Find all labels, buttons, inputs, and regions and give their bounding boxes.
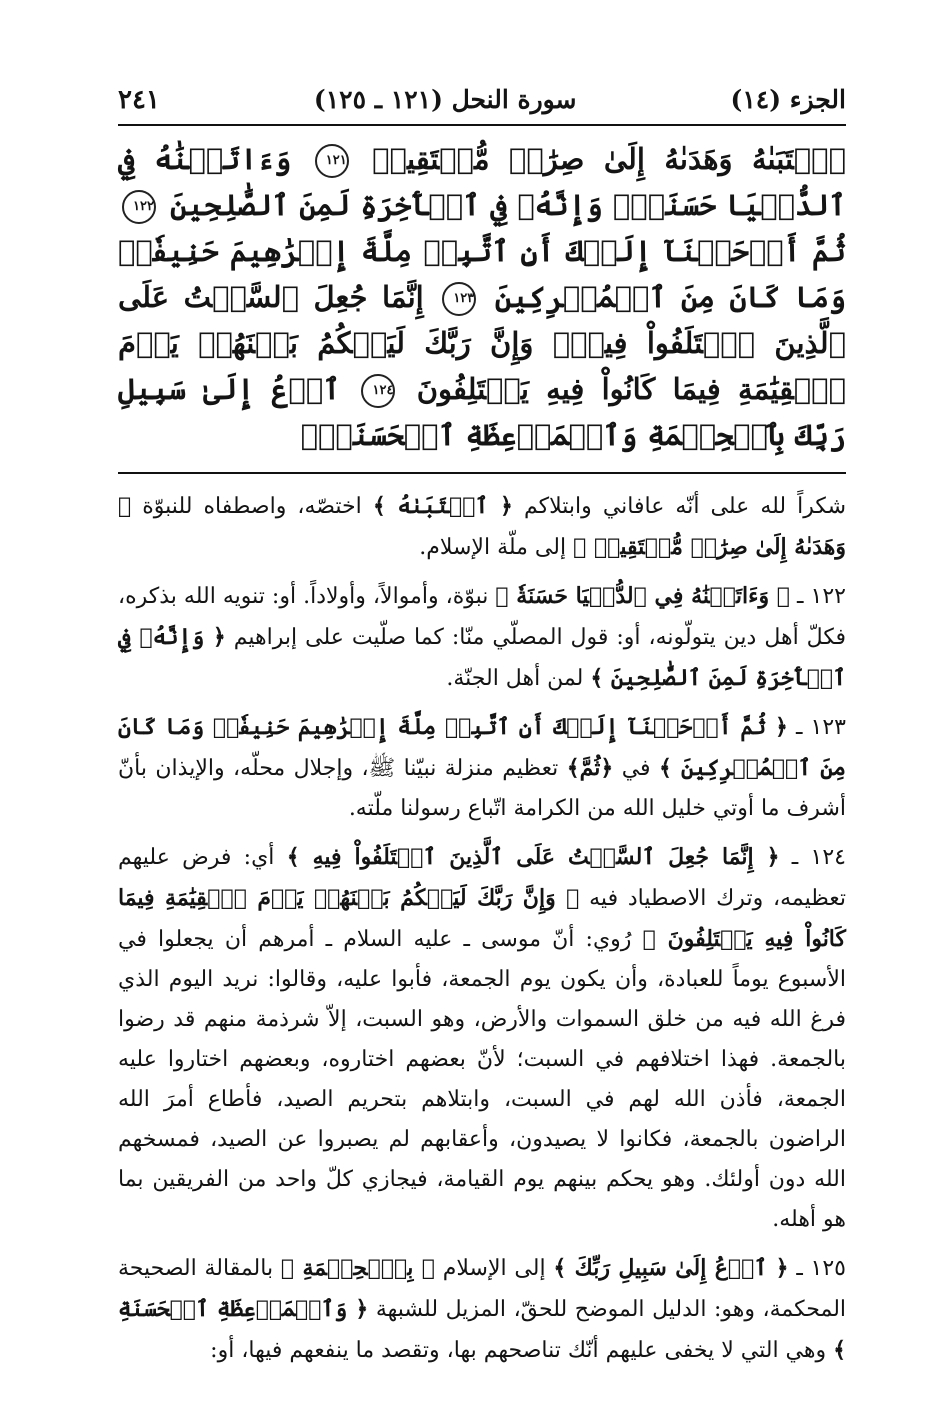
commentary-paragraph: [118, 1248, 846, 1371]
verse-number: ١٢٢ ـ: [797, 584, 846, 609]
quran-segment: ٱجۡتَبَىٰهُ وَهَدَىٰهُ إِلَىٰ صِرَٰطٖ مُّسۡتَقِيمٖ: [372, 142, 846, 176]
commentary-text: نبوّة، وأموالاً، وأولاداً. أو: تنويه الله بذكره، فكلّ أهل دين يتولّونه، أو: قول المصلّي منّا: كما صلّيت على إبراهيم: [118, 584, 846, 650]
verse-number: ١٢٥ ـ: [796, 1256, 846, 1281]
commentary-text: تعظيم منزلة نبيّنا ﷺ، وإجلال محلّه، والإيذان بأنّ أشرف ما أوتي خليل الله من الكرامة اتّباع رسولنا ملّته.: [118, 756, 846, 821]
ayah-number-marker: ١٢٢: [122, 190, 156, 224]
quran-quote: ﴿ثُمَّ﴾: [566, 755, 614, 781]
verse-number: ١٢٤ ـ: [791, 845, 846, 870]
quran-quote: ﴿ ٱدۡعُ إِلَىٰ سَبِيلِ رَبِّكَ ﴾: [553, 1255, 789, 1281]
commentary-text: إلى الإسلام: [442, 1256, 546, 1281]
commentary-paragraph: [118, 837, 846, 1240]
quran-quote: ﴿ إِنَّمَا جُعِلَ ٱلسَّبۡتُ عَلَى ٱلَّذِينَ ٱخۡتَلَفُواْ فِيهِ ﴾: [286, 844, 780, 870]
ayah-number-marker: ١٢٤: [361, 374, 395, 408]
ayah-number-marker: ١٢١: [315, 144, 349, 178]
commentary-paragraph: [118, 576, 846, 699]
commentary-text: بالمقالة الصحيحة المحكمة، وهو: الدليل الموضح للحقّ، المزيل للشبهة: [118, 1256, 847, 1322]
section-divider: [118, 472, 846, 474]
commentary-text: رُوي: أنّ موسى ـ عليه السلام ـ أمرهم أن يجعلوا في الأسبوع يوماً للعبادة، وأن يكون يوم الجمعة، فأبوا عليه، وقالوا: نريد اليوم الذي فرغ الله فيه من خلق السموات والأرض، وهو السبت، إلاّ شرذمة منهم قد رضوا بالجمعة. فهذا اختلافهم في السبت؛ لأنّ بعضهم اختاروه، وبعضهم اختاروا عليه الجمعة، فأذن الله لهم في السبت، وابتلاهم بتحريم الصيد، فأطاع أمرَ الله الراضون بالجمعة، فكانوا لا يصيدون، وأعقابهم لم يصبروا عن الصيد، فمسخهم الله دون أولئك. وهو يحكم بينهم يوم القيامة، فيجازي كلّ واحد من الفريقين بما هو أهله.: [118, 927, 846, 1232]
commentary-text: لمن أهل الجنّة.: [446, 666, 584, 691]
commentary-block: [118, 486, 846, 1371]
quran-segment: وَءَاتَيۡنَٰهُ فِي ٱلدُّنۡيَا حَسَنَةٗۖ وَإِنَّهُۥ فِي ٱلۡأٓخِرَةِ لَمِنَ ٱلصَّٰلِحِينَ: [118, 142, 846, 222]
commentary-text: إلى ملّة الإسلام.: [419, 535, 567, 560]
quran-quote: ﴿ ثُمَّ أَوۡحَيۡنَآ إِلَيۡكَ أَنِ ٱتَّبِعۡ مِلَّةَ إِبۡرَٰهِيمَ حَنِيفٗاۖ وَمَا كَانَ مِنَ ٱلۡمُشۡرِكِينَ ﴾: [118, 714, 846, 781]
header-rule: [118, 124, 846, 126]
quran-quote: ﴿ بِٱلۡحِكۡمَةِ ﴾: [280, 1255, 436, 1281]
quran-quote: ﴿ وَهَدَىٰهُ إِلَىٰ صِرَٰطٖ مُّسۡتَقِيمٖ ﴾: [118, 493, 846, 560]
quran-quote: ﴿ وَءَاتَيۡنَٰهُ فِي ٱلدُّنۡيَا حَسَنَةٗ ﴾: [495, 583, 791, 609]
page-number: ٢٤١: [118, 85, 160, 115]
commentary-text: شكراً لله على أنّه عافاني وابتلاكم: [524, 494, 847, 519]
quran-segment: ٱدۡعُ إِلَىٰ سَبِيلِ رَبِّكَ بِٱلۡحِكۡمَةِ وَٱلۡمَوۡعِظَةِ ٱلۡحَسَنَةِۖ: [118, 372, 846, 452]
quran-quote: ﴿ وَإِنَّ رَبَّكَ لَيَحۡكُمُ بَيۡنَهُمۡ يَوۡمَ ٱلۡقِيَٰمَةِ فِيمَا كَانُواْ فِيهِ يَخۡتَلِفُونَ ﴾: [118, 885, 846, 952]
quran-quote: ﴿ ٱجۡتَبَىٰهُ ﴾: [372, 493, 513, 519]
commentary-text: في: [621, 756, 651, 781]
ayah-number-marker: ١٢٣: [442, 282, 476, 316]
juz-label: الجزء (١٤): [730, 85, 846, 114]
commentary-paragraph: [118, 707, 846, 829]
book-page: [118, 78, 846, 1379]
quran-quote: ﴿ وَإِنَّهُۥ فِي ٱلۡأٓخِرَةِ لَمِنَ ٱلصَّٰلِحِينَ ﴾: [118, 624, 846, 691]
commentary-text: وهي التي لا يخفى عليهم أنّك تناصحهم بها، وتقصد ما ينفعهم فيها، أو:: [210, 1338, 827, 1363]
commentary-paragraph: [118, 486, 846, 568]
quran-segment: إِنَّمَا جُعِلَ ٱلسَّبۡتُ عَلَى ٱلَّذِينَ ٱخۡتَلَفُواْ فِيهِۚ وَإِنَّ رَبَّكَ لَيَحۡكُمُ بَيۡنَهُمۡ يَوۡمَ ٱلۡقِيَٰمَةِ فِيمَا كَانُواْ فِيهِ يَخۡتَلِفُونَ: [118, 280, 846, 406]
quran-quote: ﴿ وَٱلۡمَوۡعِظَةِ ٱلۡحَسَنَةِ ﴾: [118, 1296, 846, 1363]
commentary-text: أي: فرض عليهم تعظيمه، وترك الاصطياد فيه: [118, 845, 847, 911]
commentary-text: اختصّه، واصطفاه للنبوّة: [142, 494, 362, 519]
surah-title: سورة النحل (١٢١ ـ ١٢٥): [313, 85, 577, 114]
verse-number: ١٢٣ ـ: [795, 715, 846, 740]
running-header: [118, 78, 846, 122]
quran-text-block: [118, 136, 846, 458]
quran-segment: ثُمَّ أَوۡحَيۡنَآ إِلَيۡكَ أَنِ ٱتَّبِعۡ مِلَّةَ إِبۡرَٰهِيمَ حَنِيفٗاۖ وَمَا كَانَ مِنَ ٱلۡمُشۡرِكِينَ: [118, 234, 846, 314]
